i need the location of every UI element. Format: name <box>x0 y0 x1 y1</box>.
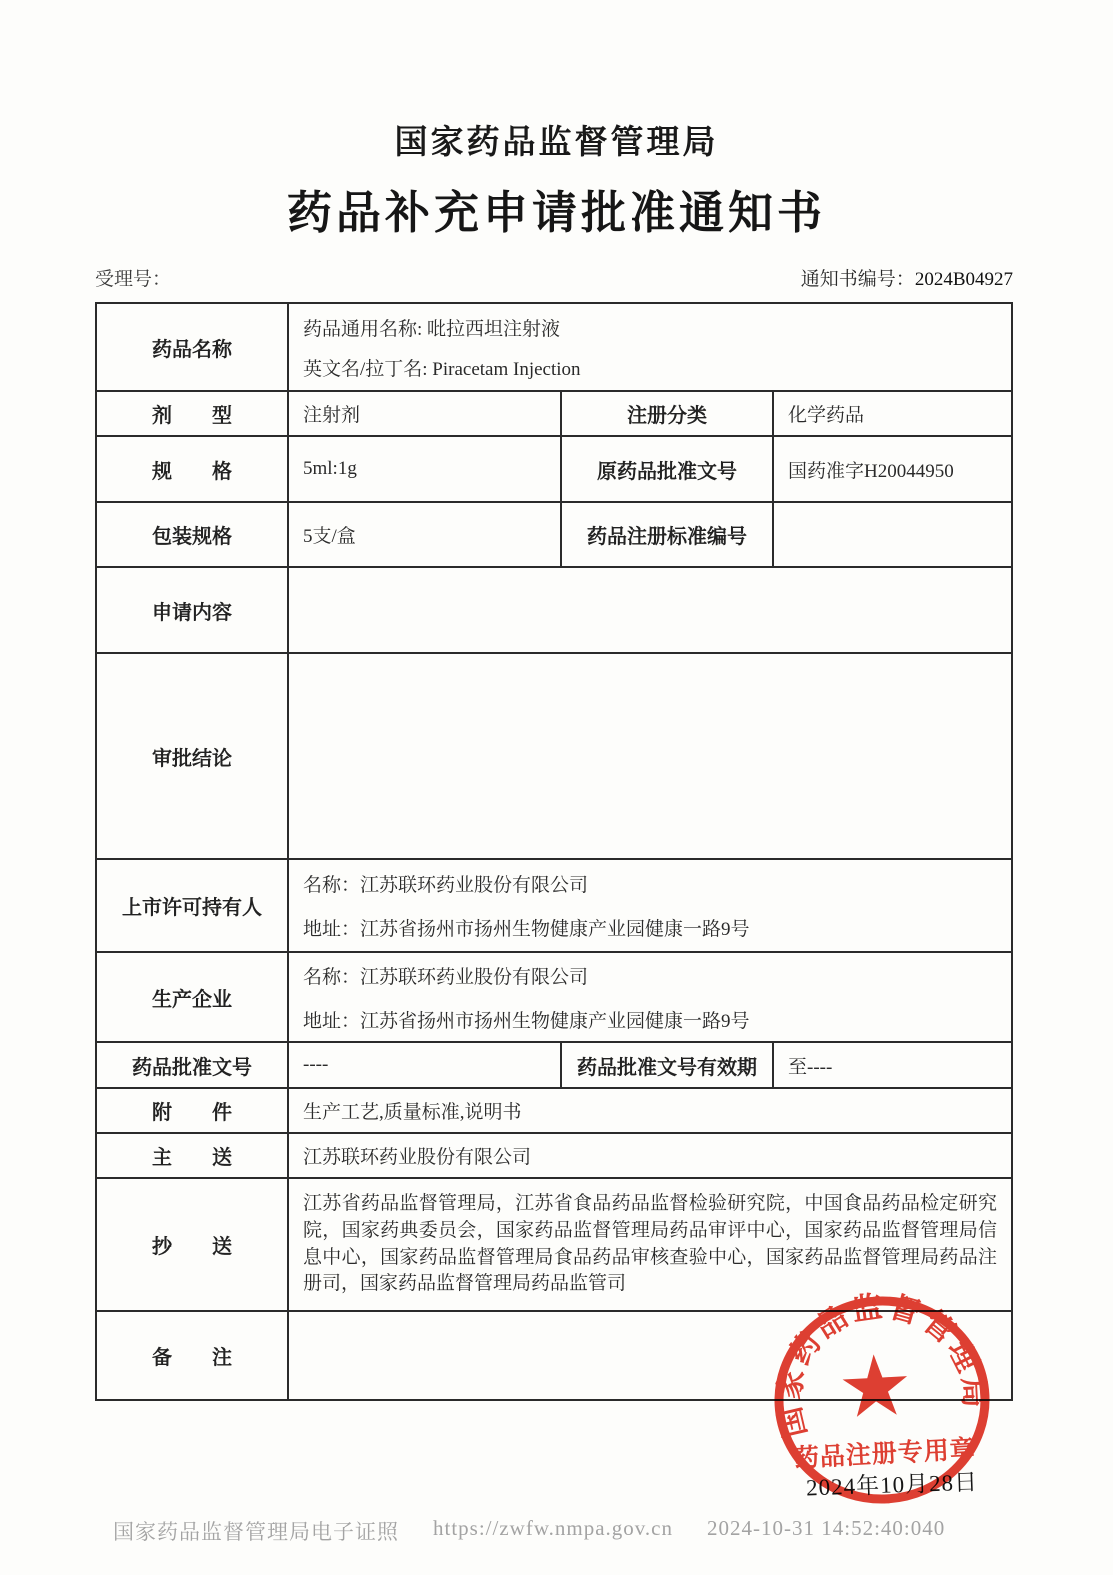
row-value: 生产工艺,质量标准,说明书 <box>287 1089 1011 1132</box>
table-row-approval-number <box>97 1041 1011 1087</box>
table-row-dosage-form <box>97 390 1011 435</box>
footer-url: https://zwfw.nmpa.gov.cn <box>433 1516 673 1540</box>
row-label: 剂 型 <box>152 405 232 427</box>
table-row-specification <box>97 435 1011 501</box>
row-value-2 <box>772 503 1011 566</box>
row-label: 主 送 <box>152 1147 232 1169</box>
table-row-drug-name <box>97 304 1011 390</box>
stamp-date: 2024年10月28日 <box>805 1469 979 1501</box>
row-label: 备 注 <box>152 1347 232 1369</box>
footer-timestamp: 2024-10-31 14:52:40:040 <box>707 1516 946 1540</box>
row-value <box>287 860 1011 951</box>
holder-name-line: 名称：江苏联环药业股份有限公司 <box>303 875 589 896</box>
notice-number <box>801 264 1013 291</box>
row-value <box>287 654 1011 858</box>
row-label: 包装规格 <box>152 526 232 548</box>
row-value <box>287 568 1011 652</box>
table-row-application-content <box>97 566 1011 652</box>
generic-name-line: 药品通用名称: 吡拉西坦注射液 <box>303 318 561 340</box>
row-value-2: 国药准字H20044950 <box>772 437 1011 501</box>
meta-line <box>95 264 1013 291</box>
row-value <box>287 953 1011 1041</box>
row-value: 江苏联环药业股份有限公司 <box>287 1134 1011 1177</box>
manufacturer-name-line: 名称：江苏联环药业股份有限公司 <box>303 966 589 988</box>
table-row-manufacturer <box>97 951 1011 1041</box>
row-label-2: 原药品批准文号 <box>560 437 772 501</box>
english-name-line: 英文名/拉丁名: Piracetam Injection <box>303 358 581 380</box>
manufacturer-address-line: 地址：江苏省扬州市扬州生物健康产业园健康一路9号 <box>303 1010 750 1032</box>
copy-recipients-text: 江苏省药品监督管理局，江苏省食品药品监督检验研究院，中国食品药品检定研究院，国家药典委员会，国家药品监督管理局药品审评中心，国家药品监督管理局信息中心，国家药品监督管理局食品药品审核查验中心，国家药品监督管理局药品注册司，国家药品监督管理局药品监管司 <box>303 1193 997 1295</box>
row-label: 附 件 <box>152 1102 232 1124</box>
stamp-ring-text: 国家药品监督管理局 <box>772 1289 991 1441</box>
row-value: 5ml:1g <box>287 437 560 501</box>
row-value: ---- <box>287 1043 560 1087</box>
row-label: 抄 送 <box>152 1236 232 1258</box>
page-title: 药品补充申请批准通知书 <box>286 188 826 238</box>
table-row-attachments <box>97 1087 1011 1132</box>
row-value <box>287 304 1011 390</box>
row-value: 5支/盒 <box>287 503 560 566</box>
notice-number-label: 通知书编号： <box>800 269 915 290</box>
holder-address-line: 地址：江苏省扬州市扬州生物健康产业园健康一路9号 <box>303 919 750 940</box>
row-label: 申请内容 <box>152 601 232 624</box>
row-label-2: 注册分类 <box>560 392 772 435</box>
row-label: 审批结论 <box>152 747 232 770</box>
table-row-license-holder <box>97 858 1011 951</box>
table-row-package <box>97 501 1011 566</box>
footer-issuer: 国家药品监督管理局电子证照 <box>113 1520 399 1544</box>
row-label: 规 格 <box>152 460 232 483</box>
stamp-badge-text: 药品注册专用章 <box>793 1435 977 1473</box>
row-value-2: 化学药品 <box>772 392 1011 435</box>
table-row-approval-conclusion <box>97 652 1011 858</box>
stamp-star-icon <box>841 1353 909 1418</box>
org-title: 国家药品监督管理局 <box>394 123 719 160</box>
table-row-main-recipient <box>97 1132 1011 1177</box>
notice-number-value: 2024B04927 <box>914 269 1013 290</box>
acceptance-number-label: 受理号： <box>95 269 172 290</box>
svg-text:国家药品监督管理局 <box>767 1285 992 1441</box>
row-label-2: 药品注册标准编号 <box>560 503 772 566</box>
row-label: 药品批准文号 <box>132 1056 252 1079</box>
row-label: 上市许可持有人 <box>122 897 262 919</box>
row-label-2: 药品批准文号有效期 <box>560 1043 772 1087</box>
approval-table <box>95 302 1013 1401</box>
row-label: 生产企业 <box>152 988 232 1011</box>
row-value-2: 至---- <box>772 1043 1011 1087</box>
official-stamp <box>752 1270 1012 1530</box>
row-label: 药品名称 <box>152 338 232 361</box>
row-value: 注射剂 <box>287 392 560 435</box>
